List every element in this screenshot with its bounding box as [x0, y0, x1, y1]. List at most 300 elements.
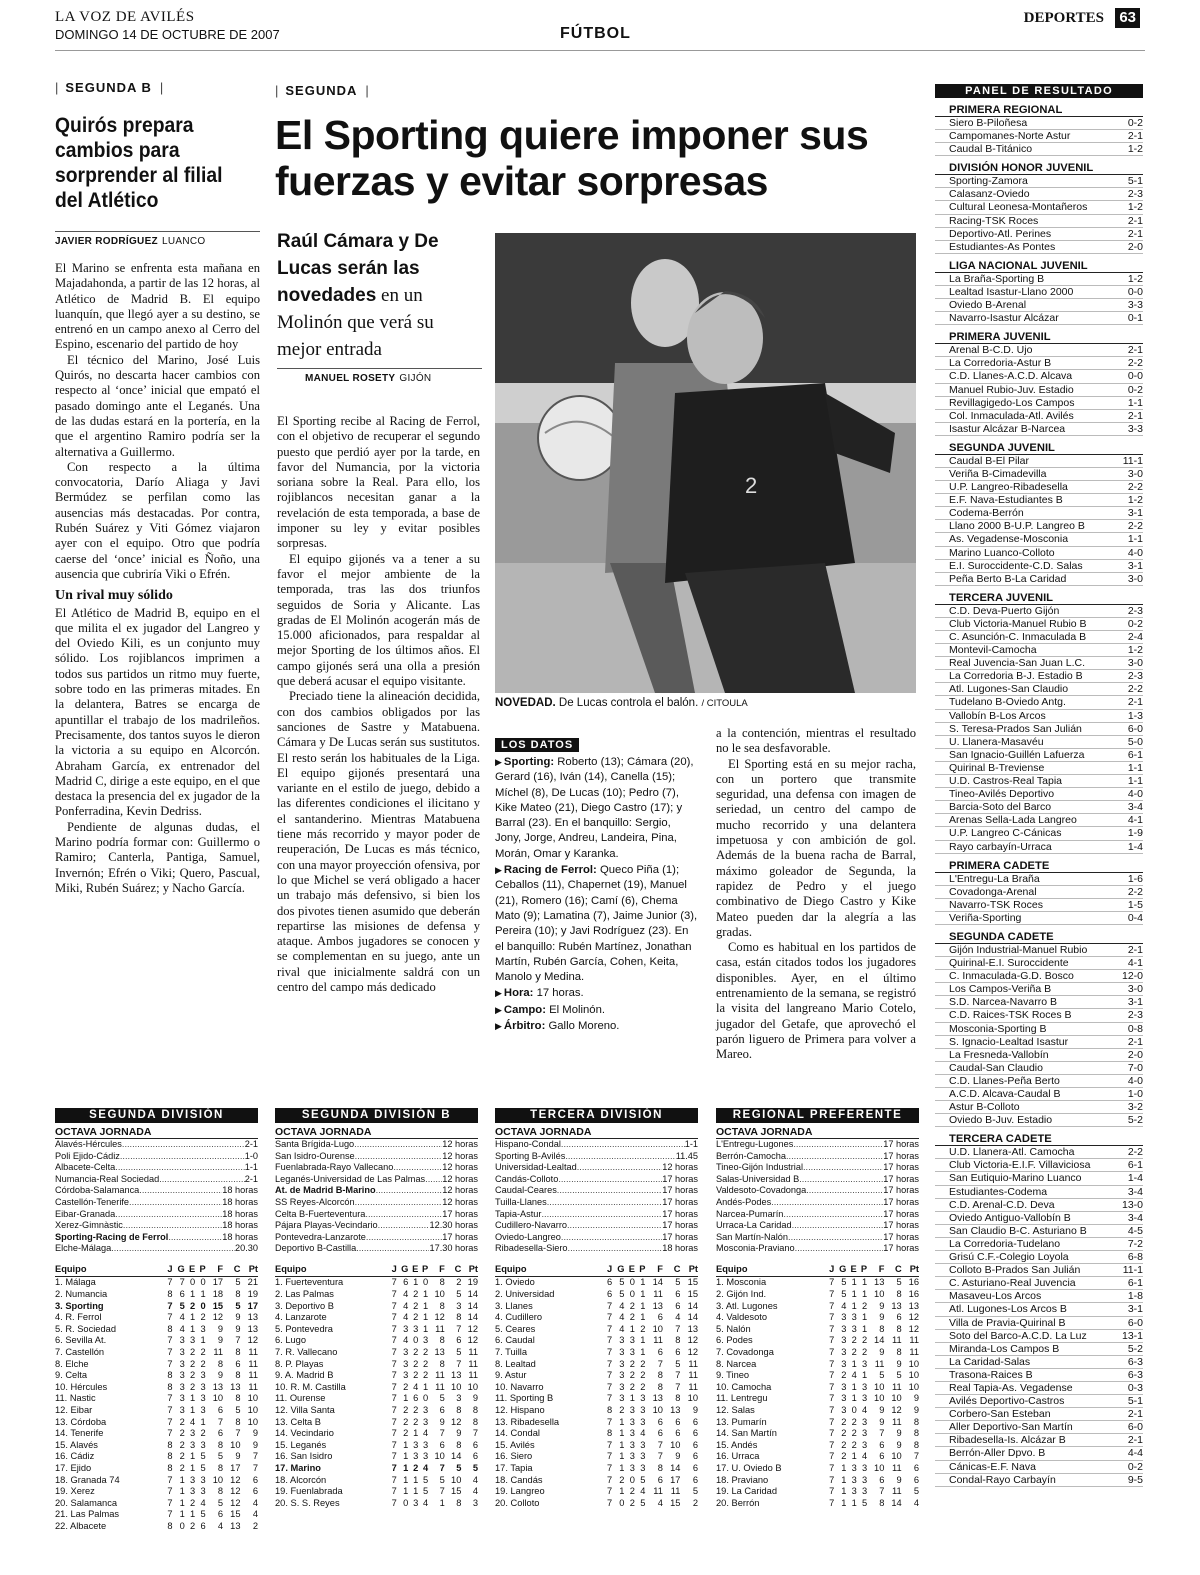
stat-cell: 10	[247, 1416, 258, 1427]
league-block	[716, 1108, 919, 1509]
fixture-result: 17 horas	[662, 1185, 698, 1196]
standings-header: Equipo	[55, 1261, 164, 1277]
stat-cell: 5	[423, 1474, 429, 1485]
stat-cell: 1	[619, 1462, 625, 1473]
stat-cell: 7	[607, 1462, 613, 1473]
match-teams: S. Ignacio-Lealtad Isastur	[949, 1035, 1069, 1048]
match-teams: Navarro-Isastur Alcázar	[949, 312, 1059, 325]
team-name: 11. Lentregu	[716, 1393, 768, 1404]
stat-cell: 11	[909, 1347, 919, 1357]
stat-cell: 7	[456, 1323, 462, 1334]
stat-cell: 7	[391, 1428, 397, 1439]
panel-group-title: DIVISIÓN HONOR JUVENIL	[935, 162, 1143, 175]
fixture-teams: Alavés-Hércules	[55, 1139, 122, 1149]
stat-cell: 2	[190, 1520, 196, 1531]
fixture-result: 17 horas	[662, 1196, 698, 1207]
datos-box	[495, 755, 698, 1035]
stat-cell: 7	[607, 1393, 613, 1404]
stat-cell: 5	[896, 1277, 902, 1288]
stat-cell: 8	[456, 1497, 462, 1508]
fixture-result: 18 horas	[222, 1185, 258, 1196]
leader-dots	[123, 1220, 222, 1232]
stat-cell: 13	[434, 1347, 445, 1357]
standings-row	[55, 1475, 258, 1487]
stat-cell: 10	[652, 1404, 663, 1415]
fixture-row	[275, 1220, 478, 1232]
stat-cell: 7	[829, 1323, 835, 1334]
stat-cell: 1	[640, 1312, 646, 1323]
leader-dots	[354, 1139, 442, 1151]
stat-cell: 7	[235, 1335, 241, 1346]
match-score: 1-1	[1127, 533, 1143, 546]
stat-cell: 2	[413, 1404, 419, 1415]
fixture-row	[716, 1220, 919, 1232]
stat-cell: 2	[190, 1497, 196, 1508]
fixture-row	[55, 1174, 258, 1186]
fixture-result: 18 horas	[222, 1231, 258, 1242]
stat-cell: 0	[629, 1277, 635, 1288]
stat-cell: 2	[413, 1312, 419, 1323]
match-teams: Atl. Lugones-San Claudio	[949, 683, 1069, 696]
standings-row	[275, 1370, 478, 1382]
standings-header: J	[388, 1261, 396, 1277]
match-score: 2-2	[1127, 1146, 1143, 1159]
stat-cell: 3	[472, 1497, 478, 1508]
stat-cell: 6	[217, 1404, 224, 1415]
match-teams: La Caridad-Salas	[949, 1355, 1031, 1368]
result-row	[935, 1408, 1143, 1421]
stat-cell: 6	[439, 1439, 445, 1450]
stat-cell: 3	[841, 1347, 847, 1357]
fixture-result: 1-0	[244, 1150, 258, 1161]
stat-cell: 10	[451, 1381, 462, 1392]
stat-cell: 5	[217, 1451, 224, 1462]
stat-cell: 15	[230, 1509, 241, 1520]
datos-item	[495, 863, 698, 985]
match-score: 0-4	[1127, 911, 1143, 924]
standings-row	[716, 1289, 919, 1301]
standings-row	[55, 1417, 258, 1429]
left-subhead: Un rival muy sólido	[55, 588, 173, 604]
match-teams: San Eutiquio-Marino Luanco	[949, 1172, 1082, 1185]
stat-cell: 7	[607, 1474, 613, 1485]
stat-cell: 7	[829, 1358, 835, 1369]
deck-bold: Raúl Cámara y De Lucas serán las novedades	[277, 231, 439, 306]
team-name: 16. Siero	[495, 1451, 533, 1462]
stat-cell: 12	[212, 1312, 224, 1323]
stat-cell: 11	[435, 1370, 445, 1381]
stat-cell: 4	[472, 1474, 478, 1485]
team-name: 12. Salas	[716, 1404, 755, 1415]
stat-cell: 8	[439, 1358, 445, 1369]
standings-row	[716, 1486, 919, 1498]
datos-value: Roberto (13); Cámara (20), Gerard (16), Iván (14), Canella (15); Míchel (8), De Lucas (10); Pedro (7), Kike Mateo (21), Diego Castro (17); y Barral (23). En el banquillo: Sergio, Jony, Jorge, Andreu, Landeira, Pina, Morán, Omar y Karanka.	[495, 756, 694, 860]
stat-cell: 3	[629, 1451, 635, 1462]
standings-row	[275, 1440, 478, 1452]
match-score: 0-2	[1127, 117, 1143, 129]
match-score: 2-2	[1127, 683, 1143, 696]
match-score: 0-2	[1127, 383, 1143, 396]
leader-dots	[795, 1243, 884, 1255]
stat-cell: 7	[391, 1474, 397, 1485]
standings-row	[716, 1475, 919, 1487]
datos-key: Árbitro:	[503, 1020, 546, 1033]
match-teams: U.D. Castros-Real Tapia	[949, 775, 1063, 788]
photo-illustration	[495, 233, 916, 693]
leader-dots	[557, 1185, 662, 1197]
stat-cell: 1	[190, 1289, 196, 1300]
standings-row	[275, 1486, 478, 1498]
stat-cell: 3	[423, 1335, 429, 1346]
stat-cell: 7	[607, 1381, 613, 1392]
category-label: DEPORTES	[1023, 10, 1104, 26]
stat-cell: 15	[451, 1486, 462, 1497]
stat-cell: 6	[879, 1451, 885, 1462]
stat-cell: 3	[179, 1393, 185, 1404]
standings-row	[275, 1382, 478, 1394]
team-name: 12. Hispano	[495, 1404, 545, 1415]
left-paragraph: Con respecto a la última convocatoria, Darío Aliaga y Javi Bermúdez se perfilan como las ausencias más destacadas. Por contra, Rubén Suárez y Viti Gómez viajaron ayer con el equipo. Otro que podría caerse del ‘once’ inicial es Ñoño, una ausencia que cubriría Viki o Efrén.	[55, 459, 260, 581]
standings-row	[495, 1428, 698, 1440]
stat-cell: 0	[413, 1335, 419, 1346]
stat-cell: 6	[472, 1439, 478, 1450]
fixture-row	[495, 1232, 698, 1244]
fixture-teams: Hispano-Condal	[495, 1139, 561, 1149]
match-score: 0-0	[1127, 370, 1143, 383]
stat-cell: 8	[607, 1428, 613, 1439]
match-teams: Veriña B-Cimadevilla	[949, 467, 1047, 480]
stat-cell: 10	[908, 1358, 919, 1369]
datos-value: Gallo Moreno.	[548, 1020, 620, 1033]
stat-cell: 1	[861, 1323, 868, 1334]
standings-row	[716, 1301, 919, 1313]
team-name: 15. Leganés	[275, 1439, 327, 1450]
stat-cell: 7	[391, 1404, 397, 1415]
stat-cell: 1	[423, 1300, 429, 1311]
stat-cell: 7	[391, 1289, 397, 1300]
stat-cell: 3	[200, 1370, 206, 1381]
stat-cell: 3	[179, 1404, 185, 1415]
fixture-teams: Numancia-Real Sociedad	[55, 1173, 160, 1184]
match-teams: Cultural Leonesa-Montañeros	[949, 201, 1088, 214]
fixture-result: 12 horas	[442, 1150, 478, 1161]
team-name: 9. Tineo	[716, 1370, 750, 1381]
stat-cell: 5	[439, 1474, 445, 1485]
stat-cell: 9	[235, 1312, 241, 1323]
result-row	[935, 494, 1143, 507]
match-score: 2-1	[1127, 214, 1143, 227]
standings-row	[495, 1301, 698, 1313]
leader-dots	[120, 1151, 245, 1163]
match-score: 3-3	[1127, 422, 1143, 435]
stat-cell: 3	[629, 1416, 635, 1427]
panel-groups	[935, 104, 1143, 1487]
result-row	[935, 384, 1143, 397]
stat-cell: 2	[629, 1486, 635, 1497]
stat-cell: 8	[896, 1289, 902, 1300]
stat-cell: 7	[439, 1486, 445, 1497]
leader-dots	[115, 1162, 244, 1174]
fixture-row	[275, 1209, 478, 1221]
datos-key: Racing de Ferrol:	[503, 864, 597, 877]
stat-cell: 1	[423, 1381, 429, 1392]
standings-row	[495, 1312, 698, 1324]
match-score: 2-2	[1127, 357, 1143, 370]
standings-row	[495, 1463, 698, 1475]
stat-cell: 11	[892, 1486, 902, 1497]
standings-header: C	[445, 1261, 462, 1277]
stat-cell: 0	[403, 1497, 409, 1508]
match-score: 2-1	[1127, 130, 1143, 143]
match-teams: Club Victoria-E.I.F. Villaviciosa	[949, 1159, 1091, 1172]
stat-cell: 7	[829, 1277, 835, 1288]
match-score: 4-0	[1127, 1074, 1143, 1087]
standings-row	[55, 1486, 258, 1498]
stat-cell: 9	[896, 1428, 902, 1439]
fixture-row	[275, 1232, 478, 1244]
match-teams: S.D. Narcea-Navarro B	[949, 996, 1057, 1009]
match-teams: Real Juvencia-San Juan L.C.	[949, 657, 1085, 670]
stat-cell: 1	[619, 1428, 625, 1439]
match-teams: Arenal B-C.D. Ujo	[949, 344, 1033, 357]
stat-cell: 14	[467, 1300, 478, 1311]
stat-cell: 15	[670, 1497, 681, 1508]
stat-cell: 2	[851, 1347, 857, 1357]
stat-cell: 8	[472, 1416, 478, 1427]
stat-cell: 14	[451, 1451, 462, 1462]
result-row	[935, 657, 1143, 670]
league-block	[495, 1108, 698, 1509]
stat-cell: 6	[896, 1312, 902, 1323]
left-paragraph: El técnico del Marino, José Luis Quirós, no descarta hacer cambios con respecto al ‘once’ inicial que empató el pasado domingo ante el Leganés. Una de las dudas estará en la portería, en la que el argentino Ramiro podría ser la alternativa a Guillermo.	[55, 352, 260, 459]
stat-cell: 13	[687, 1323, 698, 1334]
stat-cell: 13	[891, 1300, 902, 1311]
stat-cell: 2	[841, 1428, 847, 1439]
stat-cell: 5	[861, 1497, 868, 1508]
stat-cell: 6	[657, 1312, 663, 1323]
stat-cell: 8	[235, 1347, 241, 1357]
result-row	[935, 957, 1143, 970]
stat-cell: 1	[190, 1323, 196, 1334]
stat-cell: 7	[829, 1381, 835, 1392]
stat-cell: 9	[217, 1370, 224, 1381]
stat-cell: 1	[413, 1428, 419, 1439]
match-score: 3-0	[1127, 983, 1143, 996]
stat-cell: 15	[687, 1277, 698, 1288]
team-name: 10. R. M. Castilla	[275, 1381, 346, 1392]
stat-cell: 7	[675, 1370, 681, 1381]
result-row	[935, 423, 1143, 436]
stat-cell: 10	[908, 1381, 919, 1392]
stat-cell: 3	[851, 1462, 857, 1473]
result-row	[935, 775, 1143, 788]
standings-row	[275, 1405, 478, 1417]
team-name: 15. Avilés	[495, 1439, 535, 1450]
leader-dots	[356, 1243, 429, 1255]
fixture-result: 17 horas	[883, 1243, 919, 1254]
standings-row	[495, 1382, 698, 1394]
standings-table	[495, 1261, 698, 1509]
stat-cell: 1	[200, 1335, 206, 1346]
standings-row	[716, 1463, 919, 1475]
stat-cell: 13	[652, 1300, 663, 1311]
team-name: 5. Ceares	[495, 1323, 536, 1334]
match-teams: U.P. Langreo C-Cánicas	[949, 827, 1062, 840]
standings-row	[55, 1463, 258, 1475]
team-name: 9. A. Madrid B	[275, 1370, 334, 1381]
stat-cell: 7	[167, 1300, 173, 1311]
match-score: 4-0	[1127, 546, 1143, 559]
stat-cell: 13	[247, 1323, 258, 1334]
match-teams: Racing-TSK Roces	[949, 214, 1039, 227]
stat-cell: 2	[200, 1358, 206, 1369]
stat-cell: 3	[841, 1335, 847, 1346]
fixture-teams: Candás-Colloto	[495, 1173, 559, 1184]
result-row	[935, 1277, 1143, 1290]
main-author: MANUEL ROSETY	[305, 373, 396, 384]
stat-cell: 3	[179, 1370, 185, 1381]
match-score: 2-2	[1127, 885, 1143, 898]
standings-header: C	[663, 1261, 681, 1277]
league-title: REGIONAL PREFERENTE	[716, 1108, 919, 1123]
stat-cell: 3	[619, 1347, 625, 1357]
stat-cell: 2	[851, 1428, 857, 1439]
match-teams: C.D. Raices-TSK Roces B	[949, 1009, 1072, 1022]
standings-header: Pt	[902, 1261, 919, 1277]
stat-cell: 7	[675, 1323, 681, 1334]
standings-header: Pt	[680, 1261, 698, 1277]
fixture-teams: Santa Brígida-Lugo	[275, 1139, 355, 1149]
fixture-teams: Celta B-Fuerteventura	[275, 1208, 366, 1219]
jornada-title: OCTAVA JORNADA	[275, 1126, 478, 1139]
match-teams: Sporting-Zamora	[949, 175, 1028, 188]
stat-cell: 7	[252, 1451, 258, 1462]
standings-row	[55, 1382, 258, 1394]
team-name: 2. Numancia	[55, 1289, 108, 1300]
team-name: 21. Las Palmas	[55, 1509, 120, 1520]
result-row	[935, 1075, 1143, 1088]
match-teams: As. Vegadense-Mosconia	[949, 533, 1069, 546]
stat-cell: 7	[607, 1370, 613, 1381]
stat-cell: 4	[913, 1497, 919, 1508]
stat-cell: 2	[640, 1323, 646, 1334]
stat-cell: 7	[607, 1497, 613, 1508]
team-name: 1. Fuerteventura	[275, 1277, 344, 1288]
match-score: 11-1	[1122, 1264, 1143, 1277]
standings-row	[55, 1289, 258, 1301]
stat-cell: 11	[213, 1347, 224, 1357]
match-score: 1-0	[1127, 1088, 1143, 1100]
result-row	[935, 970, 1143, 983]
stat-cell: 1	[619, 1439, 625, 1450]
result-row	[935, 1172, 1143, 1185]
stat-cell: 13	[230, 1520, 241, 1531]
stat-cell: 3	[841, 1358, 847, 1369]
leader-dots	[788, 1232, 883, 1244]
fixture-row	[55, 1197, 258, 1209]
leader-dots	[115, 1209, 222, 1221]
team-name: 15. Andés	[716, 1439, 758, 1450]
fixture-teams: SS Reyes-Alcorcón	[275, 1196, 355, 1207]
standings-row	[495, 1451, 698, 1463]
stat-cell: 6	[200, 1520, 206, 1531]
team-name: 8. Narcea	[716, 1358, 757, 1369]
stat-cell: 1	[179, 1474, 185, 1485]
stat-cell: 6	[675, 1289, 681, 1300]
stat-cell: 9	[439, 1416, 445, 1427]
stat-cell: 15	[687, 1289, 698, 1300]
match-score: 3-4	[1127, 801, 1143, 814]
result-row	[935, 873, 1143, 886]
match-teams: U.D. Llanera-Atl. Camocha	[949, 1146, 1075, 1159]
standings-header: F	[206, 1261, 223, 1277]
team-name: 1. Málaga	[55, 1277, 96, 1288]
stat-cell: 1	[439, 1497, 445, 1508]
result-row	[935, 117, 1143, 130]
stat-cell: 3	[861, 1439, 868, 1450]
fixture-teams: Pájara Playas-Vecindario	[275, 1220, 378, 1231]
stat-cell: 6	[675, 1428, 681, 1439]
stat-cell: 0	[190, 1277, 196, 1288]
stat-cell: 3	[861, 1486, 868, 1497]
result-row	[935, 143, 1143, 156]
fixture-result: 12.30 horas	[429, 1220, 478, 1231]
stat-cell: 5	[456, 1347, 462, 1357]
main-headline: El Sporting quiere imponer sus fuerzas y evitar sorpresas	[275, 112, 869, 204]
match-score: 1-9	[1127, 827, 1143, 840]
fixture-teams: Sporting-Racing de Ferrol	[55, 1231, 169, 1242]
fixture-result: 18 horas	[222, 1220, 258, 1231]
match-teams: A.C.D. Alcava-Caudal B	[949, 1088, 1061, 1100]
result-row	[935, 1251, 1143, 1264]
team-name: 4. Lanzarote	[275, 1312, 327, 1323]
stat-cell: 7	[391, 1323, 397, 1334]
leader-dots	[547, 1197, 662, 1209]
fixture-teams: Tapia-Astur	[495, 1208, 542, 1219]
left-paragraph: Pendiente de algunas dudas, el Marino podría formar con: Guillermo o Ramiro; Canterla, Pantiga, Samuel, Invernón; Efrén o Viki; Quero, Pascual, Miki, Rubén Suárez; y Nacho García.	[55, 819, 260, 895]
stat-cell: 7	[167, 1497, 173, 1508]
fixture-teams: Salas-Universidad B	[716, 1173, 800, 1184]
stat-cell: 3	[200, 1323, 206, 1334]
stat-cell: 11	[653, 1335, 663, 1346]
fixture-result: 17 horas	[883, 1173, 919, 1184]
standings-row	[275, 1451, 478, 1463]
leader-dots	[378, 1220, 430, 1232]
fixture-row	[716, 1209, 919, 1221]
stat-cell: 8	[217, 1439, 224, 1450]
stat-cell: 5	[456, 1289, 462, 1300]
match-teams: Miranda-Los Campos B	[949, 1342, 1060, 1355]
stat-cell: 3	[179, 1347, 185, 1357]
stat-cell: 10	[670, 1439, 681, 1450]
stat-cell: 3	[423, 1404, 429, 1415]
fixture-row	[275, 1139, 478, 1151]
datos-item	[495, 1019, 698, 1034]
stat-cell: 9	[879, 1416, 885, 1427]
result-row	[935, 547, 1143, 560]
stat-cell: 2	[413, 1416, 419, 1427]
match-score: 0-8	[1127, 1022, 1143, 1035]
stat-cell: 10	[874, 1462, 885, 1473]
stat-cell: 2	[413, 1300, 419, 1311]
fixture-result: 17 horas	[442, 1231, 478, 1242]
stat-cell: 15	[212, 1300, 224, 1311]
stat-cell: 17	[670, 1474, 681, 1485]
result-row	[935, 762, 1143, 775]
leader-dots	[783, 1209, 883, 1221]
match-score: 1-8	[1127, 1290, 1143, 1303]
fixture-result: 18 horas	[222, 1196, 258, 1207]
